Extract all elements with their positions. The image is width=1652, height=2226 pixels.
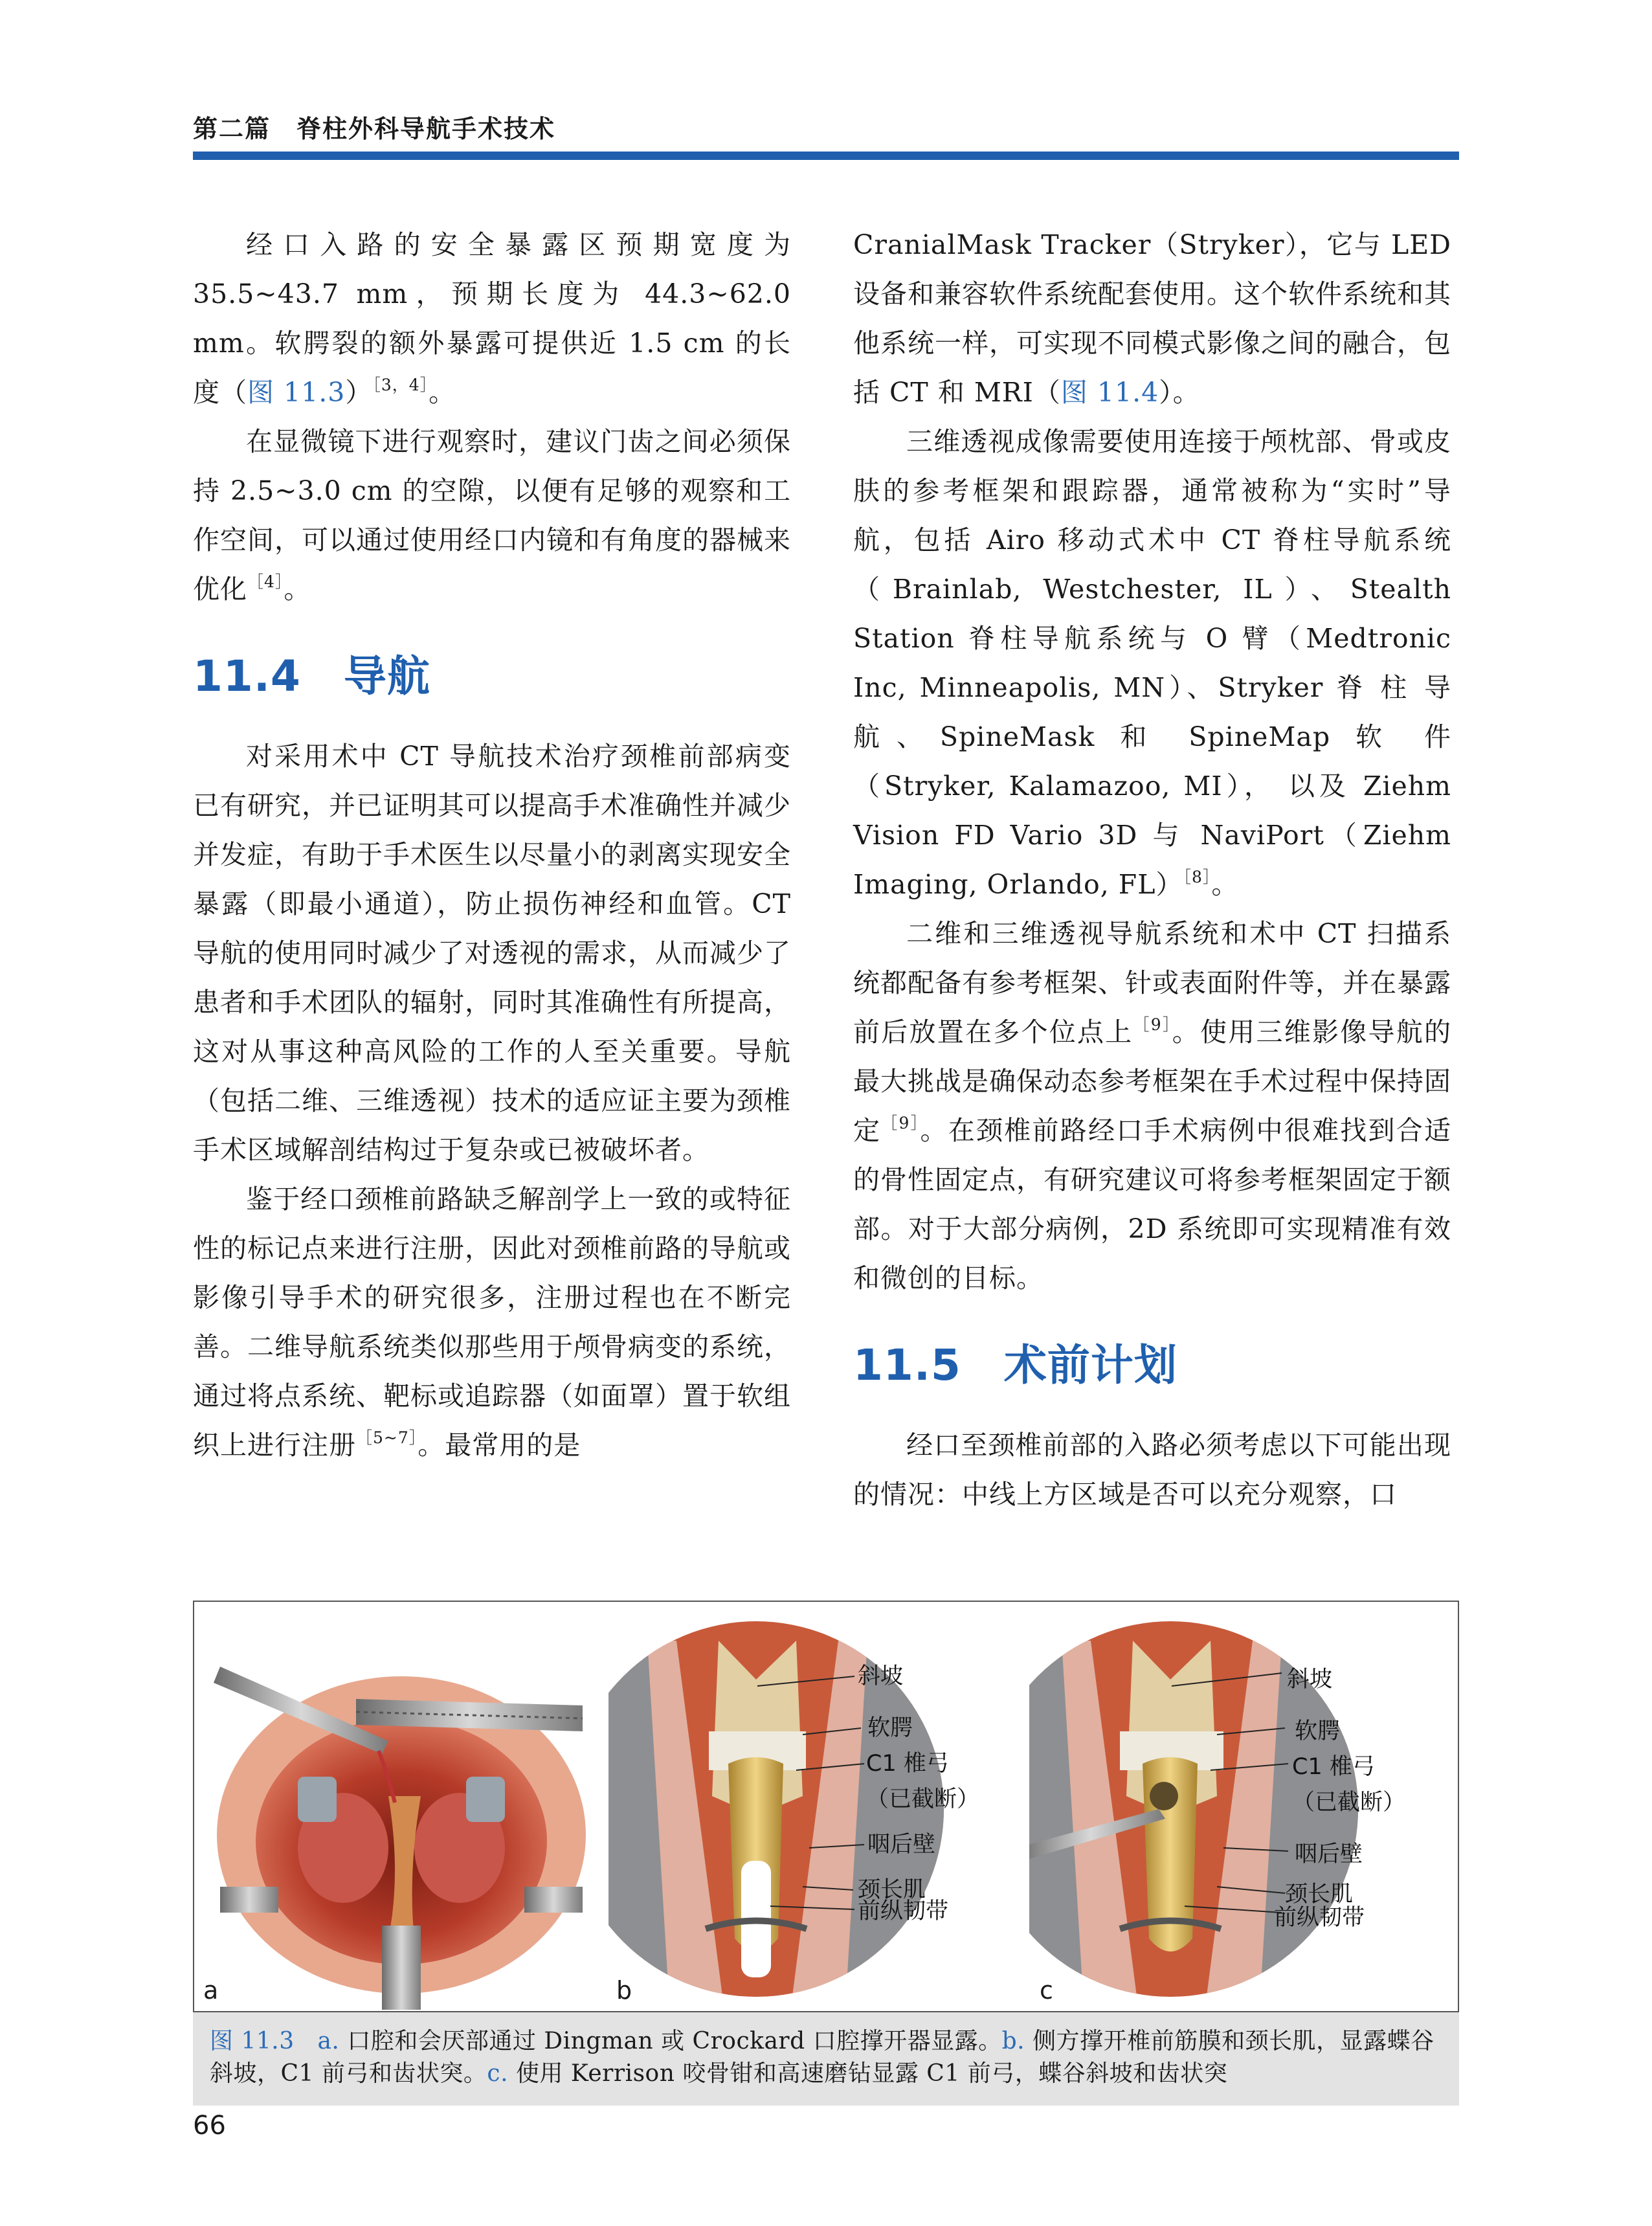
caption-a-letter: a. — [317, 2028, 340, 2054]
figure-ref-11-4[interactable]: 图 11.4 — [1060, 377, 1159, 408]
label-clivus: 斜坡 — [858, 1663, 904, 1689]
p3-text: 对采用术中 CT 导航技术治疗颈椎前部病变已有研究，并已证明其可以提高手术准确性并减少并发症，有助于手术医生以尽量小的剥离实现安全暴露（即最小通道），防止损伤神经和血管。CT 导航的使用同时减少了对透视的需求，从而减少了患者和手术团队的辐射，同时其准确性有所提高，这对从事这种高风险的工作的人至关重要。导航（包括二维、三维透视）技术的适应证主要为颈椎手术区域解剖结构过于复杂或已被破坏者。 — [193, 741, 791, 1165]
caption-c-text: 使用 Kerrison 咬骨钳和高速磨钻显露 C1 前弓，蝶谷斜坡和齿状突 — [515, 2060, 1228, 2087]
panel-a-label: a — [203, 1976, 219, 2005]
p7-end: 。在颈椎前路经口手术病例中很难找到合适的骨性固定点，有研究建议可将参考框架固定于额部。对于大部分病例，2D 系统即可实现精准有效和微创的目标。 — [853, 1115, 1452, 1294]
figure-11-3 — [193, 1601, 1459, 2012]
right-column — [853, 220, 1451, 1519]
p6-end: 。 — [1211, 869, 1239, 900]
paragraph-8 — [853, 1421, 1451, 1519]
label-c1-arch: C1 椎弓 — [866, 1751, 949, 1777]
p1-after: ） — [345, 377, 373, 408]
p6-text: 三维透视成像需要使用连接于颅枕部、骨或皮肤的参考框架和跟踪器，通常被称为“实时”导航，包括 Airo 移动式术中 CT 脊柱导航系统（Brainlab, Westchester, IL）、Stealth Station 脊柱导航系统与 O 臂（Medtronic Inc, Minneapolis, MN）、Stryker 脊 柱 导 航、SpineMask 和 SpineMap 软 件（Stryker, Kalamazoo, MI）， 以及 Ziehm Vision FD Vario 3D 与 NaviPort（Ziehm Imaging, Orlando, FL） — [853, 426, 1451, 900]
section-heading-11-4 — [193, 628, 791, 725]
label-posterior-pharyngeal-wall: 咽后壁 — [867, 1832, 936, 1858]
caption-c-letter: c. — [487, 2060, 509, 2087]
p4-text: 鉴于经口颈椎前路缺乏解剖学上一致的或特征性的标记点来进行注册，因此对颈椎前路的导航或影像引导手术的研究很多，注册过程也在不断完善。二维导航系统类似那些用于颅骨病变的系统，通过将点系统、靶标或追踪器（如面罩）置于软组织上进行注册 — [193, 1184, 791, 1461]
figure-caption — [193, 2012, 1459, 2106]
paragraph-7 — [853, 909, 1451, 1303]
label-anterior-longitudinal-ligament: 前纵韧带 — [858, 1898, 949, 1924]
label-clivus: 斜坡 — [1287, 1667, 1333, 1692]
citation[interactable]: ［4］ — [247, 572, 284, 591]
label-posterior-pharyngeal-wall: 咽后壁 — [1295, 1841, 1363, 1867]
figure-panel-c — [1029, 1602, 1458, 2011]
paragraph-5 — [853, 220, 1451, 417]
paragraph-1 — [193, 220, 791, 417]
paragraph-2 — [193, 417, 791, 614]
oral-retractor-illustration — [194, 1602, 608, 2011]
p7-text: 二维和三维透视导航系统和术中 CT 扫描系统都配备有参考框架、针或表面附件等，并在暴露前后放置在多个位点上 — [853, 918, 1451, 1048]
header-rule — [193, 152, 1459, 160]
citation[interactable]: ［8］ — [1183, 868, 1212, 886]
section-number: 11.5 — [853, 1340, 961, 1390]
p8-text: 经口至颈椎前部的入路必须考虑以下可能出现的情况：中线上方区域是否可以充分观察，口 — [853, 1430, 1451, 1510]
section-title: 术前计划 — [1003, 1340, 1178, 1390]
p2-text: 在显微镜下进行观察时，建议门齿之间必须保持 2.5~3.0 cm 的空隙，以便有足够的观察和工作空间，可以通过使用经口内镜和有角度的器械来优化 — [193, 426, 791, 605]
p2-end: 。 — [284, 574, 311, 605]
figure-ref-11-3[interactable]: 图 11.3 — [247, 377, 346, 408]
label-cut: （已截断） — [1292, 1790, 1406, 1816]
label-cut: （已截断） — [866, 1786, 980, 1812]
p5-text: CranialMask Tracker（Stryker），它与 LED 设备和兼容软件系统配套使用。这个软件系统和其他系统一样，可实现不同模式影像之间的融合，包括 CT 和 MRI（ — [853, 229, 1451, 408]
label-soft-palate: 软腭 — [867, 1715, 913, 1741]
section-heading-11-5 — [853, 1317, 1451, 1414]
p1-text: 经口入路的安全暴露区预期宽度为 35.5~43.7 mm，预期长度为 44.3~62.0 mm。软腭裂的额外暴露可提供近 1.5 cm 的长度（ — [193, 229, 791, 408]
label-soft-palate: 软腭 — [1295, 1718, 1341, 1744]
left-column — [193, 220, 791, 1470]
caption-a-text: 口腔和会厌部通过 Dingman 或 Crockard 口腔撑开器显露。 — [347, 2028, 1002, 2054]
section-title: 导航 — [343, 651, 430, 701]
p7-mid: 。使用三维影像导航的最大挑战是确保动态参考框架在手术过程中保持固定 — [853, 1017, 1452, 1146]
caption-b-text: 侧方撑开椎前筋膜和颈长肌，显露蝶谷斜坡，C1 前弓和齿状突。 — [210, 2028, 1434, 2087]
paragraph-4 — [193, 1175, 791, 1470]
p4-end: 。最常用的是 — [418, 1430, 581, 1461]
figure-panel-b — [608, 1602, 1029, 2011]
figure-panel-a — [194, 1602, 608, 2011]
panel-b-label: b — [616, 1976, 632, 2005]
p1-end: 。 — [429, 377, 456, 408]
page-number: 66 — [193, 2111, 226, 2141]
caption-label: 图 11.3 — [210, 2028, 295, 2054]
label-longus-colli: 颈长肌 — [858, 1877, 926, 1903]
label-longus-colli: 颈长肌 — [1285, 1882, 1354, 1907]
paragraph-3 — [193, 732, 791, 1175]
p5-end: ）。 — [1159, 377, 1200, 408]
panel-c-label: c — [1040, 1976, 1053, 2005]
paragraph-6 — [853, 417, 1451, 909]
citation[interactable]: ［3，4］ — [372, 376, 429, 394]
section-number: 11.4 — [193, 651, 301, 701]
citation[interactable]: ［9］ — [881, 1114, 921, 1132]
caption-b-letter: b. — [1001, 2028, 1025, 2054]
label-anterior-longitudinal-ligament: 前纵韧带 — [1274, 1905, 1365, 1931]
citation[interactable]: ［9］ — [1133, 1015, 1172, 1034]
citation[interactable]: ［5~7］ — [356, 1428, 418, 1447]
running-header: 第二篇 脊柱外科导航手术技术 — [193, 115, 556, 143]
label-c1-arch: C1 椎弓 — [1292, 1754, 1375, 1780]
